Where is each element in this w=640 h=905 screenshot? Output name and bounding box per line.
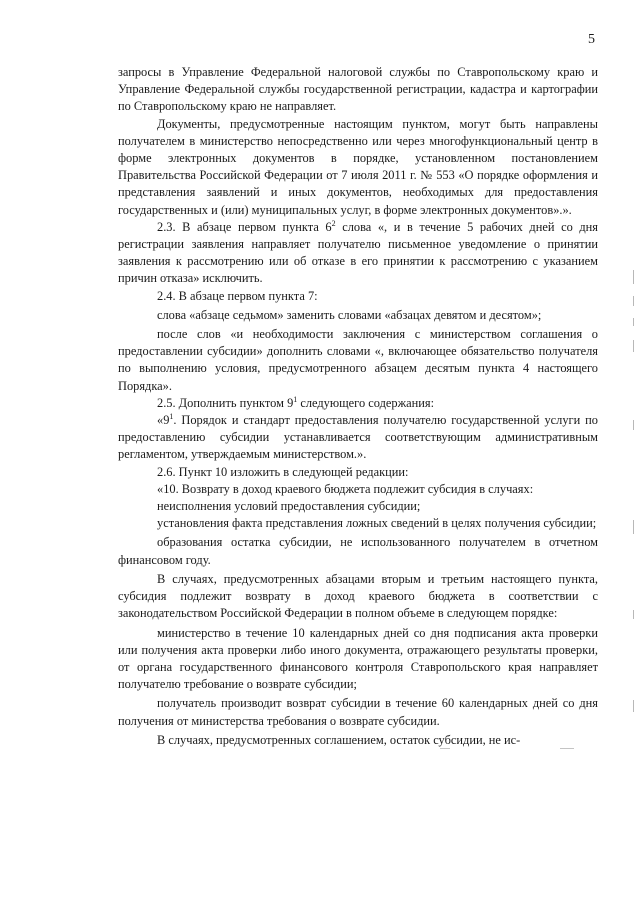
paragraph-9-1-sup: 1: [169, 411, 174, 421]
paragraph-9-1: [118, 412, 598, 464]
paragraph-case-1: неисполнения условий предоставления субсидии;: [157, 499, 421, 514]
paragraph-1: запросы в Управление Федеральной налоговой службы по Ставропольскому краю и Управление Федеральной службы государственной регистрации, кадастра и картографии по Ставропольскому краю не направляет.: [118, 65, 598, 114]
paragraph-2-4: 2.4. В абзаце первом пункта 7:: [157, 288, 318, 303]
paragraph-10: «10. Возврату в доход краевого бюджета подлежит субсидия в случаях:: [157, 481, 534, 496]
paragraph-recipient: получатель производит возврат субсидии в течение 60 календарных дней со дня получения от министерства требования о возврате субсидии.: [118, 696, 598, 728]
scan-mark: [633, 700, 634, 712]
paragraph-2-5: [118, 395, 598, 412]
scan-mark: [633, 340, 634, 352]
scan-mark: [633, 270, 634, 284]
paragraph-9-1-pre: «9: [157, 413, 170, 428]
scan-mark: [633, 296, 634, 306]
paragraph-2-5-pre: 2.5. Дополнить пунктом 9: [157, 395, 294, 410]
paragraph-2-5-sup: 1: [293, 394, 298, 404]
paragraph-2-3-pre: 2.3. В абзаце первом пункта 6: [157, 219, 332, 234]
page-number: 5: [588, 32, 595, 47]
paragraph-2-5-post: следующего содержания:: [297, 395, 435, 410]
paragraph-2-3: [118, 219, 598, 288]
document-body: [118, 64, 598, 749]
scan-mark: [440, 748, 450, 749]
paragraph-2-3-sup: 2: [331, 218, 336, 228]
scan-mark: [633, 318, 634, 326]
paragraph-remainder: В случаях, предусмотренных соглашением, остаток субсидии, не ис-: [157, 732, 521, 747]
paragraph-after-words: после слов «и необходимости заключения с министерством соглашения о предоставлении субсидии» дополнить словами «, включающее обязательство получателя по выполнению условия, предусмотренного абзацем десятым пункта 4 настоящего Порядка».: [118, 327, 598, 393]
paragraph-2-3-post: слова «, и в течение 5 рабочих дней со дня регистрации заявления направляет получателю письменное уведомление о принятии заявления к рассмотрению или об отказе в его принятии к рассмотрению с указанием причин отказа» исключить.: [118, 219, 598, 286]
paragraph-words-replace: слова «абзаце седьмом» заменить словами «абзацах девятом и десятом»;: [157, 307, 542, 322]
paragraph-case-2: установления факта представления ложных сведений в целях получения субсидии;: [157, 516, 597, 531]
paragraph-2: Документы, предусмотренные настоящим пунктом, могут быть направлены получателем в министерство непосредственно или через многофункциональный центр в форме электронных документов в порядке, установленном постановлением Правительства Российской Федерации от 7 июля 2011 г. № 553 «О порядке оформления и представления заявлений и иных документов, необходимых для предоставления государственных и (или) муниципальных услуг, в форме электронных документов».».: [118, 116, 598, 217]
scan-mark: [633, 610, 634, 619]
paragraph-return-order: В случаях, предусмотренных абзацами вторым и третьим настоящего пункта, субсидия подлежит возврату в доход краевого бюджета в соответствии с законодательством Российской Федерации в полном объеме в следующем порядке:: [118, 571, 598, 621]
paragraph-2-6: 2.6. Пункт 10 изложить в следующей редакции:: [157, 464, 409, 479]
scan-mark: [633, 420, 634, 430]
paragraph-case-3: образования остатка субсидии, не использованного получателем в отчетном финансовом году.: [118, 535, 598, 567]
paragraph-9-1-post: . Порядок и стандарт предоставления получателю государственной услуги по предоставлению субсидии устанавливается соответствующим административным регламентом, утверждаемым министерством.».: [118, 413, 598, 462]
scan-mark: [560, 748, 574, 749]
scan-mark: [633, 520, 634, 534]
paragraph-ministry: министерство в течение 10 календарных дней со дня подписания акта проверки или получения акта проверки либо иного документа, отражающего результаты проверки, от органа государственного финансового контроля Ставропольского края направляет получателю требование о возврате субсидии;: [118, 625, 598, 692]
